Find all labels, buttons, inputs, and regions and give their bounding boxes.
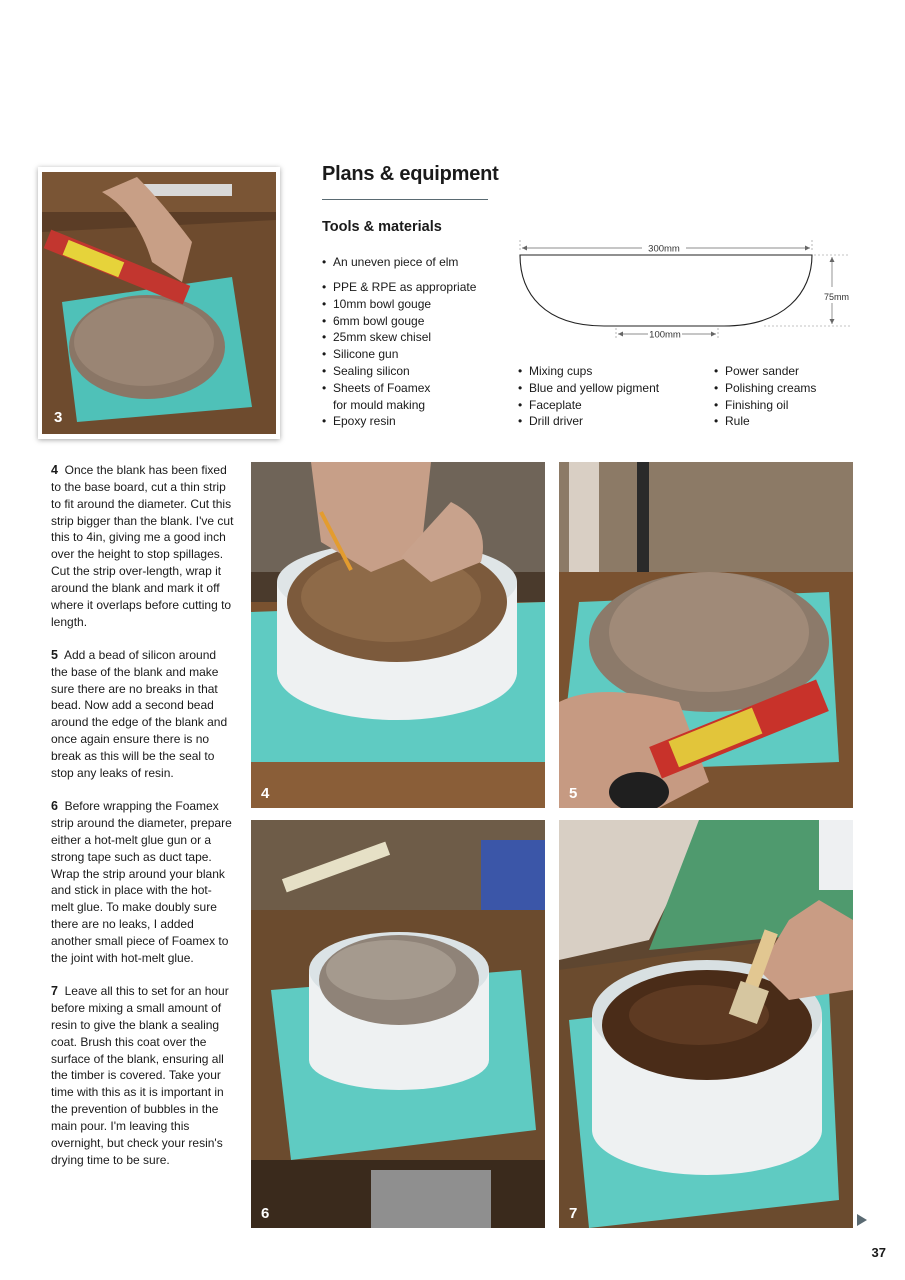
list-item: • Polishing creams xyxy=(714,380,816,397)
list-item: • PPE & RPE as appropriate xyxy=(322,279,502,296)
figure-number: 3 xyxy=(54,409,63,426)
step-text: Add a bead of silicon around the base of the blank and make sure there are no breaks in that bead. Now add a second bead around the edge of the blank and once again ensure there is no break as this will be the seal to stop any leaks of resin. xyxy=(51,647,228,780)
base-label: 100mm xyxy=(649,329,681,338)
width-label: 300mm xyxy=(648,243,680,255)
figure-number: 5 xyxy=(569,785,578,802)
list-item: • Faceplate xyxy=(518,397,659,414)
list-item: • 6mm bowl gouge xyxy=(322,313,502,330)
step-5 xyxy=(51,647,234,782)
list-item: • Power sander xyxy=(714,363,816,380)
step-7 xyxy=(51,983,234,1168)
step-text: Before wrapping the Foamex strip around the diameter, prepare either a hot-melt glue gun or a strong tape such as duct tape. Wrap the strip around your blank and stick in place with the hot-melt glue. To make doubly sure there are no leaks, I added another small piece of Foamex to the joint with hot-melt glue. xyxy=(51,799,232,965)
list-item: • Epoxy resin xyxy=(322,413,502,430)
next-page-arrow-icon xyxy=(857,1214,867,1226)
step-number: 4 xyxy=(51,463,58,477)
step-text: Once the blank has been fixed to the base board, cut a thin strip to fit around the diameter. Cut this strip bigger than the blank. I've cut this to 4in, giving me a good inch over the height to stop spillages. Cut the strip over-length, wrap it around the blank and mark it off where it overlaps before cutting to length. xyxy=(51,463,234,629)
list-item: • Blue and yellow pigment xyxy=(518,380,659,397)
list-item: • 10mm bowl gouge xyxy=(322,296,502,313)
page-number: 37 xyxy=(871,1245,886,1260)
list-item: • An uneven piece of elm xyxy=(322,254,458,271)
photo-5 xyxy=(559,462,853,808)
tools-list-middle xyxy=(518,363,659,430)
step-6 xyxy=(51,798,234,966)
list-item: • Sheets of Foamex for mould making xyxy=(322,380,502,414)
tools-list-main xyxy=(322,279,502,430)
list-item: • Finishing oil xyxy=(714,397,816,414)
list-item: • Silicone gun xyxy=(322,346,502,363)
list-item: • 25mm skew chisel xyxy=(322,329,502,346)
figure-number: 4 xyxy=(261,785,270,802)
tools-list-first xyxy=(322,254,458,271)
photo-3 xyxy=(38,167,280,439)
photo-7 xyxy=(559,820,853,1228)
step-number: 6 xyxy=(51,799,58,814)
figure-number: 6 xyxy=(261,1205,270,1222)
list-item: • Rule xyxy=(714,413,816,430)
step-number: 7 xyxy=(51,984,58,999)
steps-column xyxy=(51,462,234,1185)
tools-title: Tools & materials xyxy=(322,219,442,235)
tools-list-right xyxy=(714,363,816,430)
list-item: • Drill driver xyxy=(518,413,659,430)
step-number: 5 xyxy=(51,647,58,662)
list-item: • Sealing silicon xyxy=(322,363,502,380)
figure-number: 7 xyxy=(569,1205,578,1222)
photo-6 xyxy=(251,820,545,1228)
step-4 xyxy=(51,462,234,630)
photo-3-image xyxy=(42,172,276,434)
photo-4 xyxy=(251,462,545,808)
plans-divider xyxy=(322,199,488,200)
list-item: • Mixing cups xyxy=(518,363,659,380)
step-text: Leave all this to set for an hour before mixing a small amount of resin to give the blank a sealing coat. Brush this coat over the surface of the blank, ensuring all the timber is covered. Take your time with this as it is important in the prevention of bubbles in the main pour. I'm leaving this overnight, but check your resin's drying time to be sure. xyxy=(51,984,229,1167)
plans-title: Plans & equipment xyxy=(322,163,499,185)
bowl-diagram xyxy=(514,238,854,343)
height-label: 75mm xyxy=(824,292,850,302)
